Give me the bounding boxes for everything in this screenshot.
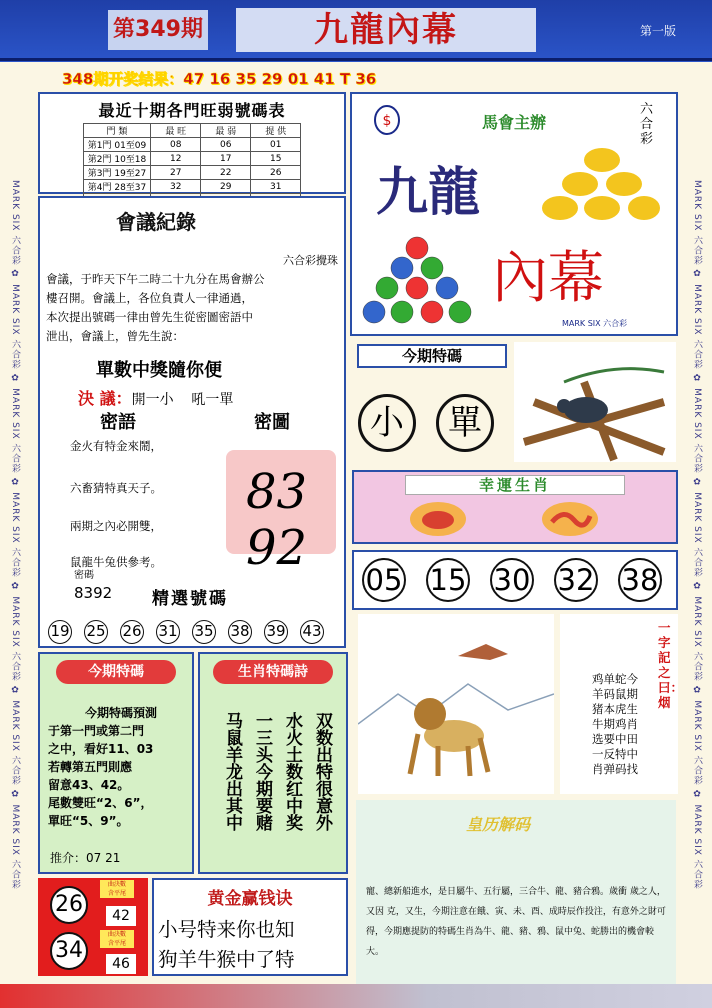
mitu-label: 密圖 bbox=[254, 412, 290, 433]
strength-table-panel bbox=[38, 92, 346, 194]
logo-title-b: 內幕 bbox=[492, 246, 604, 311]
calendar-text: 寵、總新船進水，是日屬牛、五行屬，三合牛、龍、豬合鴉。歲衝 歲之人，又因 克，又生，今期注意在餓、寅、未、酉、成時辰作投注，有意外之財可得，今期應提防的特碼生肖為牛、龍、豬、鴉、鼠中兔、蛇勝出的機會較大。 bbox=[366, 887, 666, 957]
poem-column: 双数出特很意外 bbox=[312, 712, 332, 831]
dragon-zodiac-icon bbox=[540, 500, 600, 538]
meeting-panel bbox=[38, 196, 346, 648]
one-word-grid: 鸡单蛇今 羊码鼠期 猪本虎生 牛期鸡肖 选要中田 一反特中 肖弹码找 bbox=[592, 672, 638, 776]
gold-ingots-icon bbox=[542, 144, 662, 224]
small-label: 曲決數 含平尾 bbox=[100, 930, 134, 948]
number-ball: 05 bbox=[362, 558, 406, 602]
bottom-number: 42 bbox=[106, 906, 136, 926]
forecast-recommend: 推介：07 21 bbox=[50, 851, 121, 865]
bottom-ball: 34 bbox=[50, 932, 88, 970]
small-label: 曲決數 含平尾 bbox=[100, 880, 134, 898]
calendar-title: 皇历解码 bbox=[466, 815, 531, 834]
featured-ball: 35 bbox=[192, 620, 216, 644]
number-ball: 38 bbox=[618, 558, 662, 602]
featured-ball: 39 bbox=[264, 620, 288, 644]
clue-line: 六畜猜特真天子。 bbox=[70, 481, 162, 495]
brand-label: 六合彩 bbox=[640, 102, 654, 147]
logo-mark: MARK SIX 六合彩 bbox=[562, 319, 628, 328]
poem-column: 马鼠羊龙出其中 bbox=[222, 712, 242, 831]
featured-label: 精選號碼 bbox=[152, 589, 228, 609]
gold-line: 狗羊牛猴中了特 bbox=[158, 948, 295, 971]
decision-row: 決 議：開一小 吼一單 bbox=[78, 389, 234, 408]
header-rule bbox=[0, 58, 712, 61]
bottom-number-panel bbox=[38, 878, 148, 976]
ox-illustration bbox=[514, 342, 676, 462]
clue-line: 鼠龍牛兔供參考。 bbox=[70, 555, 162, 569]
mima-label: 密碼 bbox=[74, 570, 94, 581]
meeting-org: 六合彩攪珠 bbox=[283, 254, 338, 267]
meeting-body: 會議，于昨天下午二時二十九分在馬會辦公 樓召開。會議上，各位負責人一律通過， 本次提出號碼一律由曾先生從密圖密語中 泄出，會議上，曾先生說： bbox=[46, 272, 265, 343]
gold-title: 黄金赢钱诀 bbox=[207, 889, 293, 909]
table-row: 第1門 01至09 08 06 01 bbox=[83, 138, 301, 152]
edition-label: 第一版 bbox=[640, 24, 677, 38]
bottom-number: 46 bbox=[106, 954, 136, 974]
header-bar bbox=[0, 0, 712, 62]
previous-result: 348期开奖结果：47 16 35 29 01 41 T 36 bbox=[62, 70, 377, 88]
special-forecast-panel bbox=[38, 652, 194, 874]
logo-title-a: 九龍 bbox=[376, 162, 481, 223]
poem-column: 水火土数红中奖 bbox=[282, 712, 302, 831]
featured-ball: 43 bbox=[300, 620, 324, 644]
slogan: 單數中獎隨你便 bbox=[96, 360, 222, 381]
table-row: 第4門 28至37 32 29 31 bbox=[83, 180, 301, 194]
right-border: MARK SIX 六合彩 ✿ MARK SIX 六合彩 ✿ MARK SIX 六合彩 ✿ MARK SIX 六合彩 ✿ MARK SIX 六合彩 ✿ MARK SIX 六合彩 ✿ MARK SIX 六合彩 bbox=[692, 180, 702, 890]
special-title: 今期特碼 bbox=[357, 344, 507, 368]
mark-six-emblem-icon bbox=[372, 102, 402, 138]
featured-ball: 26 bbox=[120, 620, 144, 644]
clue-line: 兩期之內必開雙， bbox=[70, 519, 162, 533]
miyu-label: 密語 bbox=[100, 412, 136, 433]
number-ball: 32 bbox=[554, 558, 598, 602]
lottery-balls-icon bbox=[362, 234, 472, 330]
one-word-panel bbox=[560, 614, 684, 794]
bottom-ball: 26 bbox=[50, 886, 88, 924]
table-title: 最近十期各門旺弱號碼表 bbox=[98, 101, 286, 120]
left-border: MARK SIX 六合彩 ✿ MARK SIX 六合彩 ✿ MARK SIX 六合彩 ✿ MARK SIX 六合彩 ✿ MARK SIX 六合彩 ✿ MARK SIX 六合彩 ✿ MARK SIX 六合彩 bbox=[10, 180, 20, 890]
featured-ball: 31 bbox=[156, 620, 180, 644]
mima-number: 8392 bbox=[74, 584, 113, 602]
special-panel bbox=[352, 342, 512, 452]
number-balls-panel bbox=[352, 550, 678, 610]
lucky-zodiac-panel bbox=[352, 470, 678, 544]
poem-column: 一三头今期要赌 bbox=[252, 712, 272, 831]
number-ball: 30 bbox=[490, 558, 534, 602]
forecast-text: 今期特碼預測 于第一門或第二門 之中，看好11、03 若轉第五門則應 留意43、42。 尾數雙旺“2、6”， 單旺“5、9”。 bbox=[48, 706, 157, 828]
poem-title: 生肖特碼詩 bbox=[213, 660, 333, 684]
lion-and-bird-icon bbox=[358, 614, 554, 794]
footer-bar bbox=[0, 984, 712, 1008]
meeting-title: 會議紀錄 bbox=[116, 210, 196, 234]
gold-line: 小号特来你也知 bbox=[158, 918, 295, 941]
svg-text:$: $ bbox=[382, 113, 392, 129]
special-ball-b: 單 bbox=[436, 394, 494, 452]
featured-ball: 25 bbox=[84, 620, 108, 644]
calendar-panel bbox=[356, 800, 676, 990]
zodiac-poem-panel bbox=[198, 652, 348, 874]
lion-illustration bbox=[358, 614, 554, 794]
host-label: 馬會主辦 bbox=[482, 113, 547, 132]
clue-line: 金火有特金來鬧， bbox=[70, 439, 162, 453]
number-ball: 15 bbox=[426, 558, 470, 602]
special-ball-a: 小 bbox=[358, 394, 416, 452]
forecast-title: 今期特碼 bbox=[56, 660, 176, 684]
issue-number: 第349期 bbox=[108, 10, 208, 50]
table-row: 第3門 19至27 27 22 26 bbox=[83, 166, 301, 180]
lucky-title: 幸運生肖 bbox=[405, 475, 625, 495]
one-word-title: 一字記之曰：烟 bbox=[658, 620, 684, 710]
handwritten-box bbox=[226, 450, 336, 576]
table-header-row: 門 類 最 旺 最 弱 提 供 bbox=[83, 124, 301, 138]
masthead-title: 九龍內幕 bbox=[236, 8, 536, 52]
ox-on-crossroads-icon bbox=[514, 342, 676, 462]
ox-zodiac-icon bbox=[408, 500, 468, 538]
gold-verse-panel bbox=[152, 878, 348, 976]
featured-ball: 38 bbox=[228, 620, 252, 644]
handwritten-code: 83 92 bbox=[246, 464, 308, 576]
table-row: 第2門 10至18 12 17 15 bbox=[83, 152, 301, 166]
featured-ball: 19 bbox=[48, 620, 72, 644]
logo-panel bbox=[350, 92, 678, 336]
